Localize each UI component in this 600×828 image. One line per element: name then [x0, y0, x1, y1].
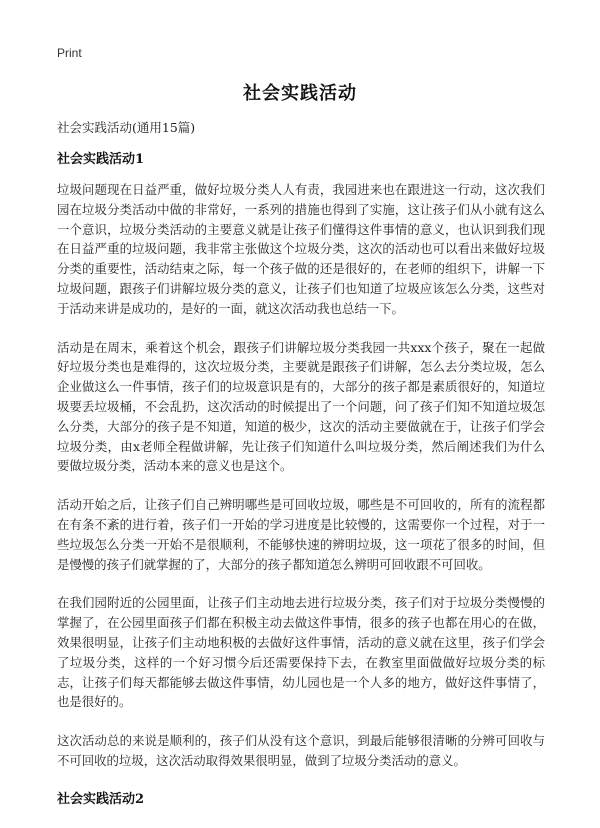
- document-body: [57, 118, 545, 820]
- page-title: 社会实践活动: [243, 83, 357, 104]
- section-1-paragraph-5: 这次活动总的来说是顺利的，孩子们从没有这个意识，到最后能够很清晰的分辨可回收与不可回收的垃圾，这次活动取得效果很明显，做到了垃圾分类活动的意义。: [57, 733, 545, 768]
- print-link[interactable]: Print: [57, 46, 82, 60]
- section-heading-1: 社会实践活动1: [57, 152, 145, 167]
- document-subtitle: 社会实践活动(通用15篇): [57, 120, 196, 135]
- section-1-paragraph-2: 活动是在周末，乘着这个机会，跟孩子们讲解垃圾分类我园一共xxx个孩子，聚在一起做好垃圾分类也是难得的，这次垃圾分类，主要就是跟孩子们讲解，怎么去分类垃圾，怎么企业做这么一件事情，孩子们的垃圾意识是有的，大部分的孩子都是素质很好的，知道垃圾要丢垃圾桶，不会乱扔，这次活动的时候提出了一个问题，问了孩子们知不知道垃圾怎么分类，大部分的孩子是不知道，知道的极少，这次的活动主要做就在于，让孩子们学会垃圾分类，由x老师全程做讲解，先让孩子们知道什么叫垃圾分类，然后阐述我们为什么要做垃圾分类，活动本来的意义也是这个。: [57, 339, 545, 474]
- section-1-paragraph-1: 垃圾问题现在日益严重，做好垃圾分类人人有责，我园进来也在跟进这一行动，这次我们园在垃圾分类活动中做的非常好，一系列的措施也得到了实施，这让孩子们从小就有这么一个意识，垃圾分类活动的主要意义就是让孩子们懂得这件事情的意义，也认识到我们现在日益严重的垃圾问题，我非常主张做这个垃圾分类，这次的活动也可以看出来做好垃圾分类的重要性，活动结束之际，每一个孩子做的还是很好的，在老师的组织下，讲解一下垃圾问题，跟孩子们讲解垃圾分类的意义，让孩子们也知道了垃圾应该怎么分类，这些对于活动来讲是成功的，是好的一面，就这次活动我也总结一下。: [57, 182, 545, 316]
- section-heading-2: 社会实践活动2: [57, 791, 145, 807]
- section-1-paragraph-3: 活动开始之后，让孩子们自己辨明哪些是可回收垃圾，哪些是不可回收的，所有的流程都在有条不紊的进行着，孩子们一开始的学习进度是比较慢的，这需要你一个过程，对于一些垃圾怎么分类一开始不是很顺利，不能够快速的辨明垃圾，这一项花了很多的时间，但是慢慢的孩子们就掌握的了，大部分的孩子都知道怎么辨明可回收跟不可回收。: [57, 497, 545, 572]
- section-1-paragraph-4: 在我们园附近的公园里面，让孩子们主动地去进行垃圾分类，孩子们对于垃圾分类慢慢的掌握了，在公园里面孩子们都在积极主动去做这件事情，很多的孩子也都在用心的在做，效果很明显，让孩子们主动地积极的去做好这件事情，活动的意义就在这里，孩子们学会了垃圾分类，这样的一个好习惯今后还需要保持下去，在教室里面做做好垃圾分类的标志，让孩子们每天都能够去做这件事情，幼儿园也是一个人多的地方，做好这件事情了，也是很好的。: [57, 595, 545, 710]
